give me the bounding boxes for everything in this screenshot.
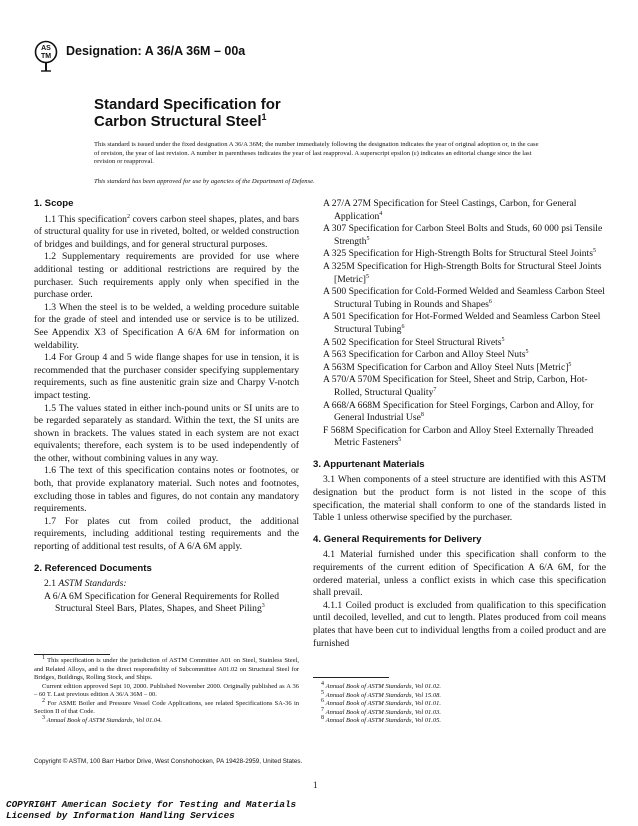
delivery-heading: 4. General Requirements for Delivery <box>313 533 482 545</box>
footnote: $^8$ Annual Book of ASTM Standards, Vol 01.05. <box>321 714 441 724</box>
svg-text:TM: TM <box>40 53 52 60</box>
issued-note: This standard is issued under the fixed designation A 36/A 36M; the number immediately following the designation indicates the year of original adoption or, in the case of revision, the year of last revision. A number in parentheses indicates the year of last reapproval. A superscript epsilon (ε) indicates an editorial change since the last revision or reapproval. <box>94 141 539 166</box>
referenced-heading: 2. Referenced Documents <box>34 562 152 574</box>
footnote: $^1$ This specification is under the jurisdiction of ASTM Committee A01 on Steel, Stainless Steel, and Related Alloys, and is the direct responsibility of Subcommittee A01.02 on Structural Steel for Bridges, Buildings, Rolling Stock, and Ships. <box>34 654 300 681</box>
footnotes-left <box>34 654 300 725</box>
footnote-divider <box>313 677 389 678</box>
standard-item: A 27/A 27M Specification for Steel Castings, Carbon, for General Application$^4$ <box>323 198 577 222</box>
footnote: $^4$ Annual Book of ASTM Standards, Vol 01.02. <box>321 680 441 690</box>
delivery-4-1: 4.1 Material furnished under this specification shall conform to the requirements of the current edition of Specification A 6/A 6M, for the ordered material, unless a conflict exists in which case this specification shall prevail. <box>313 549 606 599</box>
appurtenant-heading: 3. Appurtenant Materials <box>313 458 425 470</box>
standard-item: A 500 Specification for Cold-Formed Welded and Seamless Carbon Steel Structural Tubing in Rounds and Shapes$^6$ <box>323 286 605 310</box>
footnote: $^7$ Annual Book of ASTM Standards, Vol 01.03. <box>321 706 441 716</box>
standard-item: A 563M Specification for Carbon and Alloy Steel Nuts [Metric]$^5$ <box>323 361 572 373</box>
scope-1-1: 1.1 This specification$^2$ covers carbon steel shapes, plates, and bars of structural quality for use in riveted, bolted, or welded construction of bridges and buildings, and for general structural purposes. <box>34 213 299 250</box>
standard-item: A 501 Specification for Hot-Formed Welded and Seamless Carbon Steel Structural Tubing$^6$ <box>323 311 601 335</box>
standard-item: A 6/A 6M Specification for General Requirements for Rolled Structural Steel Bars, Plates, Shapes, and Sheet Piling$^3$ <box>44 590 279 615</box>
designation: Designation: A 36/A 36M – 00a <box>66 44 246 58</box>
standard-item: A 502 Specification for Steel Structural Rivets$^5$ <box>323 336 505 348</box>
standard-item: A 668/A 668M Specification for Steel Forgings, Carbon and Alloy, for General Industrial Use$^8$ <box>323 399 594 424</box>
standard-item: F 568M Specification for Carbon and Alloy Steel Externally Threaded Metric Fasteners$^5$ <box>323 424 594 449</box>
scope-heading: 1. Scope <box>34 198 74 209</box>
scope-1-5: 1.5 The values stated in either inch-pound units or SI units are to be regarded separately as standard. Within the text, the SI units are shown in brackets. The values stated in each system are not exact equivalents; therefore, each system is to be used independently of the other, without combining values in any way. <box>34 402 299 464</box>
referenced-2-1: 2.1 ASTM Standards: <box>44 578 127 590</box>
footnotes-right <box>313 680 513 726</box>
license-footer <box>6 799 296 821</box>
left-column <box>34 198 299 616</box>
approval-note: This standard has been approved for use by agencies of the Department of Defense. <box>94 178 315 185</box>
page-number: 1 <box>313 780 318 790</box>
scope-1-2: 1.2 Supplementary requirements are provided for use where additional testing or additional restrictions are required by the purchaser. Such requirements apply only when specified in the purchase order. <box>34 251 299 301</box>
footer-line-1: COPYRIGHT American Society for Testing and Materials <box>6 799 297 810</box>
footnote-divider <box>34 654 110 655</box>
astm-logo-icon <box>34 38 58 72</box>
scope-1-4: 1.4 For Group 4 and 5 wide flange shapes for use in tension, it is recommended that the purchaser consider specifying supplementary requirements, such as fine austenitic grain size and Charpy V-notch impact testing. <box>34 352 299 401</box>
scope-1-3: 1.3 When the steel is to be welded, a welding procedure suitable for the grade of steel and intended use or service is to be utilized. See Appendix X3 of Specification A 6/A 6M for information on weldability. <box>34 301 299 351</box>
delivery-4-1-1: 4.1.1 Coiled product is excluded from qualification to this specification until decoiled, levelled, and cut to length. Plates produced from coil means plates that have been cut to individual lengths from a coiled product and are furnished <box>313 599 606 649</box>
scope-1-6: 1.6 The text of this specification contains notes or footnotes, or both, that provide explanatory material. Such notes and footnotes, excluding those in tables and figures, do not contain any mandatory requirements. <box>34 465 299 515</box>
footnote: $^5$ Annual Book of ASTM Standards, Vol 15.08. <box>321 689 441 699</box>
copyright-line: Copyright © ASTM, 100 Barr Harbor Drive, West Conshohocken, PA 19428-2959, United States. <box>34 758 303 765</box>
document-title <box>94 96 281 130</box>
title-line-2: Carbon Structural Steel$^1$ <box>94 112 267 130</box>
title-line-1: Standard Specification for <box>94 96 281 113</box>
footnote: $^2$ For ASME Boiler and Pressure Vessel Code Applications, see related Specifications SA-36 in Section II of that Code. <box>34 697 300 715</box>
appurtenant-3-1: 3.1 When components of a steel structure are identified with this ASTM designation but the product form is not listed in the scope of this specification, the material shall conform to one of the standards listed in Table 1 unless otherwise specified by the purchaser. <box>313 474 606 524</box>
footnote: $^6$ Annual Book of ASTM Standards, Vol 01.01. <box>321 697 441 707</box>
standard-item: A 563 Specification for Carbon and Alloy Steel Nuts$^5$ <box>323 348 529 361</box>
footnote: $^3$ Annual Book of ASTM Standards, Vol 01.04. <box>42 714 162 724</box>
referenced-list-right <box>313 198 606 450</box>
footnote: Current edition approved Sept 10, 2000. Published November 2000. Originally published as A 36 – 60 T. Last previous edition A 36/A 36M – 00. <box>34 682 299 698</box>
standard-item: A 307 Specification for Carbon Steel Bolts and Studs, 60 000 psi Tensile Strength$^5$ <box>323 223 603 247</box>
right-column <box>313 198 606 650</box>
standard-item: A 570/A 570M Specification for Steel, Sheet and Strip, Carbon, Hot-Rolled, Structural Quality$^7$ <box>323 374 588 398</box>
referenced-list-left <box>34 591 299 616</box>
footer-line-2: Licensed by Information Handling Services <box>6 810 235 821</box>
svg-text:AS: AS <box>41 45 51 52</box>
scope-1-7: 1.7 For plates cut from coiled product, the additional requirements, including additional testing requirements and the reporting of additional test results, of A 6/A 6M apply. <box>34 515 299 553</box>
standard-item: A 325 Specification for High-Strength Bolts for Structural Steel Joints$^5$ <box>323 248 596 260</box>
standard-item: A 325M Specification for High-Strength Bolts for Structural Steel Joints [Metric]$^5$ <box>323 260 602 285</box>
